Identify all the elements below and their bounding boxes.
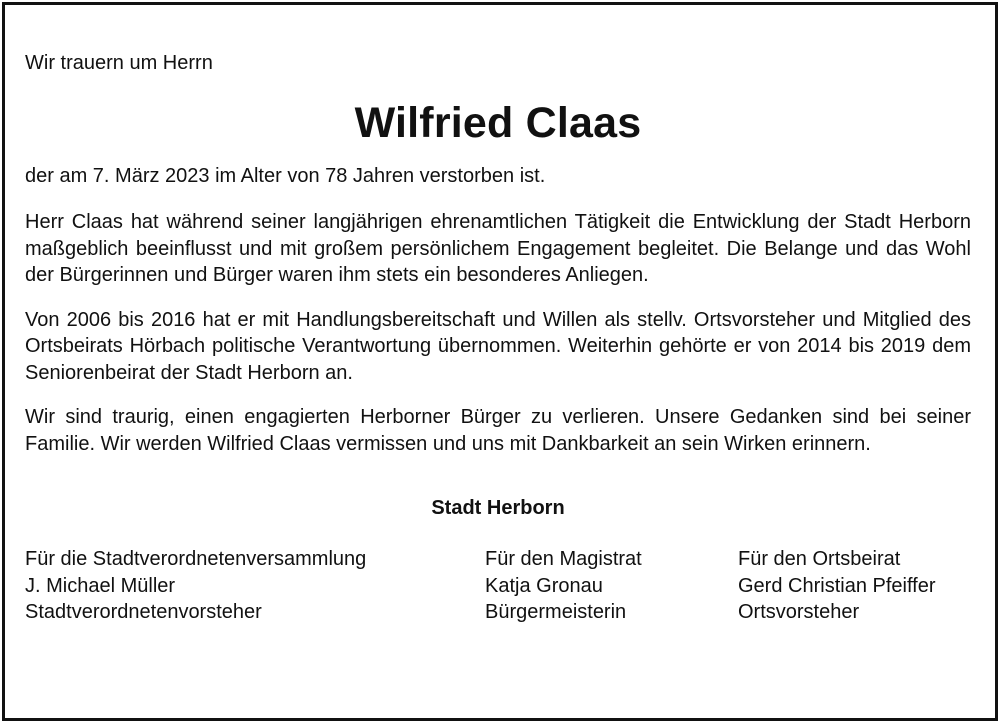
signature-city-council <box>25 546 366 626</box>
signature-person: Katja Gronau <box>485 574 603 597</box>
signature-block <box>25 546 971 626</box>
obituary-notice <box>25 50 971 626</box>
signature-person: J. Michael Müller <box>25 574 176 597</box>
organization-name: Stadt Herborn <box>431 497 565 519</box>
signature-role: Ortsvorsteher <box>738 601 860 623</box>
paragraph-career: Von 2006 bis 2016 hat er mit Handlungsbereitschaft und Willen als stellv. Ortsvorsteher und Mitglied des Ortsbeirats Hörbach politische Verantwortung übernommen. Weiterhin gehörte er von 2014 bis 2019 dem Seniorenbeirat der Stadt Herborn an. <box>25 308 971 384</box>
paragraph-farewell: Wir sind traurig, einen engagierten Herborner Bürger zu verlieren. Unsere Gedanken sind bei seiner Familie. Wir werden Wilfried Claas vermissen und uns mit Dankbarkeit an sein Wirken erinnern. <box>25 406 971 455</box>
signature-magistrate <box>485 546 642 626</box>
deceased-name: Wilfried Claas <box>354 99 642 147</box>
signature-role: Bürgermeisterin <box>485 601 627 623</box>
signature-body: Für den Ortsbeirat <box>738 548 901 570</box>
signature-body: Für die Stadtverordnetenversammlung <box>25 548 367 570</box>
death-date-line: der am 7. März 2023 im Alter von 78 Jahren verstorben ist. <box>25 165 546 187</box>
signature-body: Für den Magistrat <box>485 548 642 570</box>
signature-person: Gerd Christian Pfeiffer <box>738 574 936 597</box>
signature-local-council <box>738 546 936 626</box>
signature-role: Stadtverordnetenvorsteher <box>25 601 262 623</box>
intro-line: Wir trauern um Herrn <box>25 52 213 74</box>
paragraph-tribute: Herr Claas hat während seiner langjährigen ehrenamtlichen Tätigkeit die Entwicklung der Stadt Herborn maßgeblich beeinflusst und mit großem persönlichem Engagement begleitet. Die Belange und das Wohl der Bürgerinnen und Bürger waren ihm stets ein besonderes Anliegen. <box>25 211 971 286</box>
